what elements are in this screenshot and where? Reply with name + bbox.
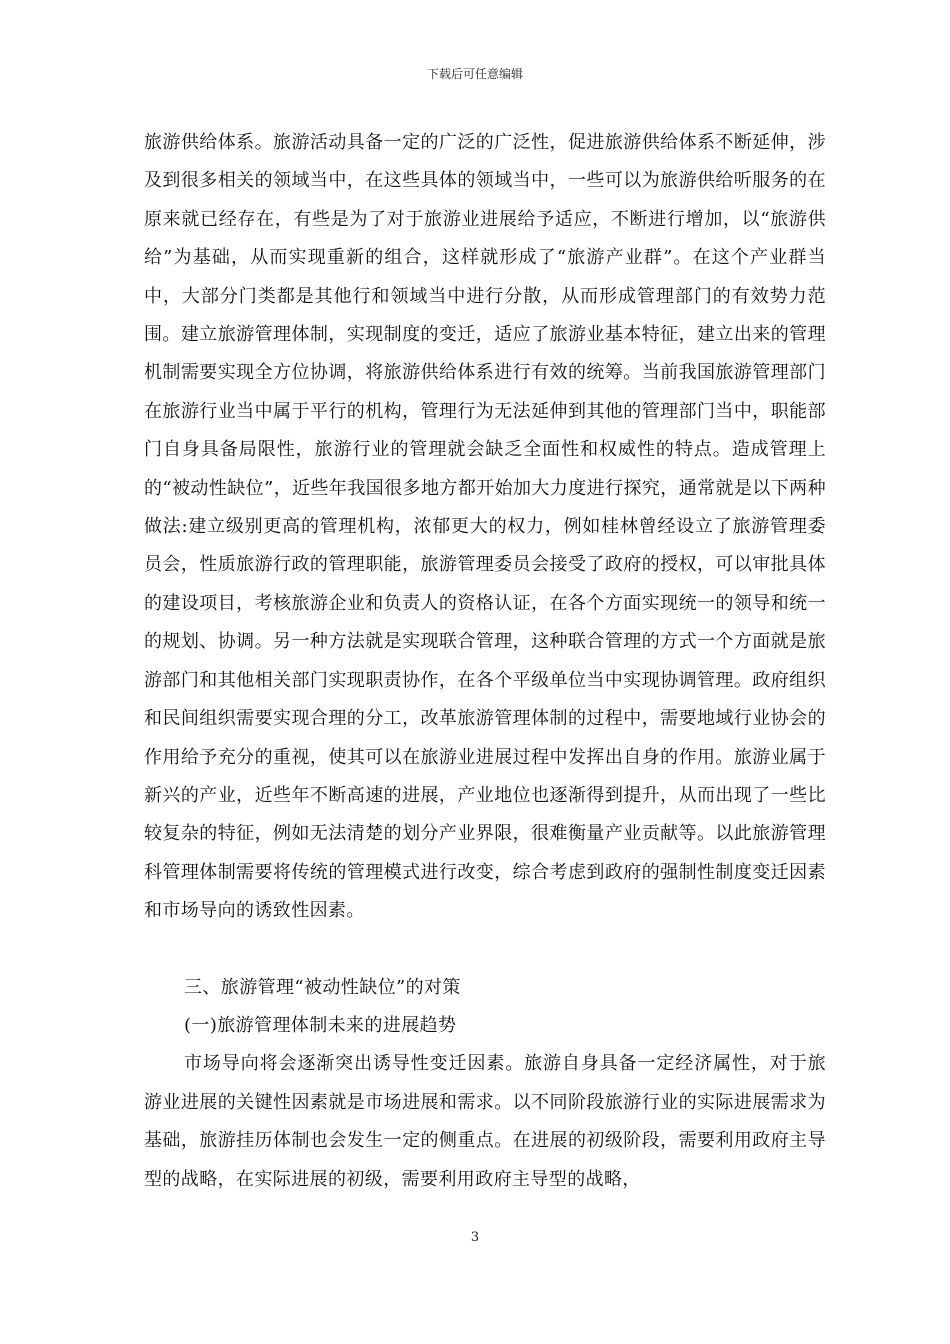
page-number: 3 xyxy=(470,1230,480,1245)
document-body xyxy=(144,124,826,1199)
page-header: 下载后可任意编辑 xyxy=(426,67,523,81)
subsection-heading: (一)旅游管理体制未来的进展趋势 xyxy=(184,1014,457,1036)
body-paragraph: 市场导向将会逐渐突出诱导性变迁因素。旅游自身具备一定经济属性，对于旅游业进展的关键性因素就是市场进展和需求。以不同阶段旅游行业的实际进展需求为基础，旅游挂历体制也会发生一定的侧重点。在进展的初级阶段，需要利用政府主导型的战略，在实际进展的初级，需要利用政府主导型的战略， xyxy=(144,1053,826,1190)
section-heading: 三、旅游管理“被动性缺位”的对策 xyxy=(184,976,461,998)
body-paragraph: 旅游供给体系。旅游活动具备一定的广泛的广泛性，促进旅游供给体系不断延伸，涉及到很多相关的领域当中，在这些具体的领域当中，一些可以为旅游供给听服务的在原来就已经存在，有些是为了对于旅游业进展给予适应，不断进行增加，以“旅游供给”为基础，从而实现重新的组合，这样就形成了“旅游产业群”。在这个产业群当中，大部分门类都是其他行和领域当中进行分散，从而形成管理部门的有效势力范围。建立旅游管理体制，实现制度的变迁，适应了旅游业基本特征，建立出来的管理机制需要实现全方位协调，将旅游供给体系进行有效的统筹。当前我国旅游管理部门在旅游行业当中属于平行的机构，管理行为无法延伸到其他的管理部门当中，职能部门自身具备局限性，旅游行业的管理就会缺乏全面性和权威性的特点。造成管理上的“被动性缺位”，近些年我国很多地方都开始加大力度进行探究，通常就是以下两种做法:建立级别更高的管理机构，浓郁更大的权力，例如桂林曾经设立了旅游管理委员会，性质旅游行政的管理职能，旅游管理委员会接受了政府的授权，可以审批具体的建设项目，考核旅游企业和负责人的资格认证，在各个方面实现统一的领导和统一的规划、协调。另一种方法就是实现联合管理，这种联合管理的方式一个方面就是旅游部门和其他相关部门实现职责协作，在各个平级单位当中实现协调管理。政府组织和民间组织需要实现合理的分工，改革旅游管理体制的过程中，需要地域行业协会的作用给予充分的重视，使其可以在旅游业进展过程中发挥出自身的作用。旅游业属于新兴的产业，近些年不断高速的进展，产业地位也逐渐得到提升，从而出现了一些比较复杂的特征，例如无法清楚的划分产业界限，很难衡量产业贡献等。以此旅游管理科管理体制需要将传统的管理模式进行改变，综合考虑到政府的强制性制度变迁因素和市场导向的诱致性因素。 xyxy=(144,132,826,922)
